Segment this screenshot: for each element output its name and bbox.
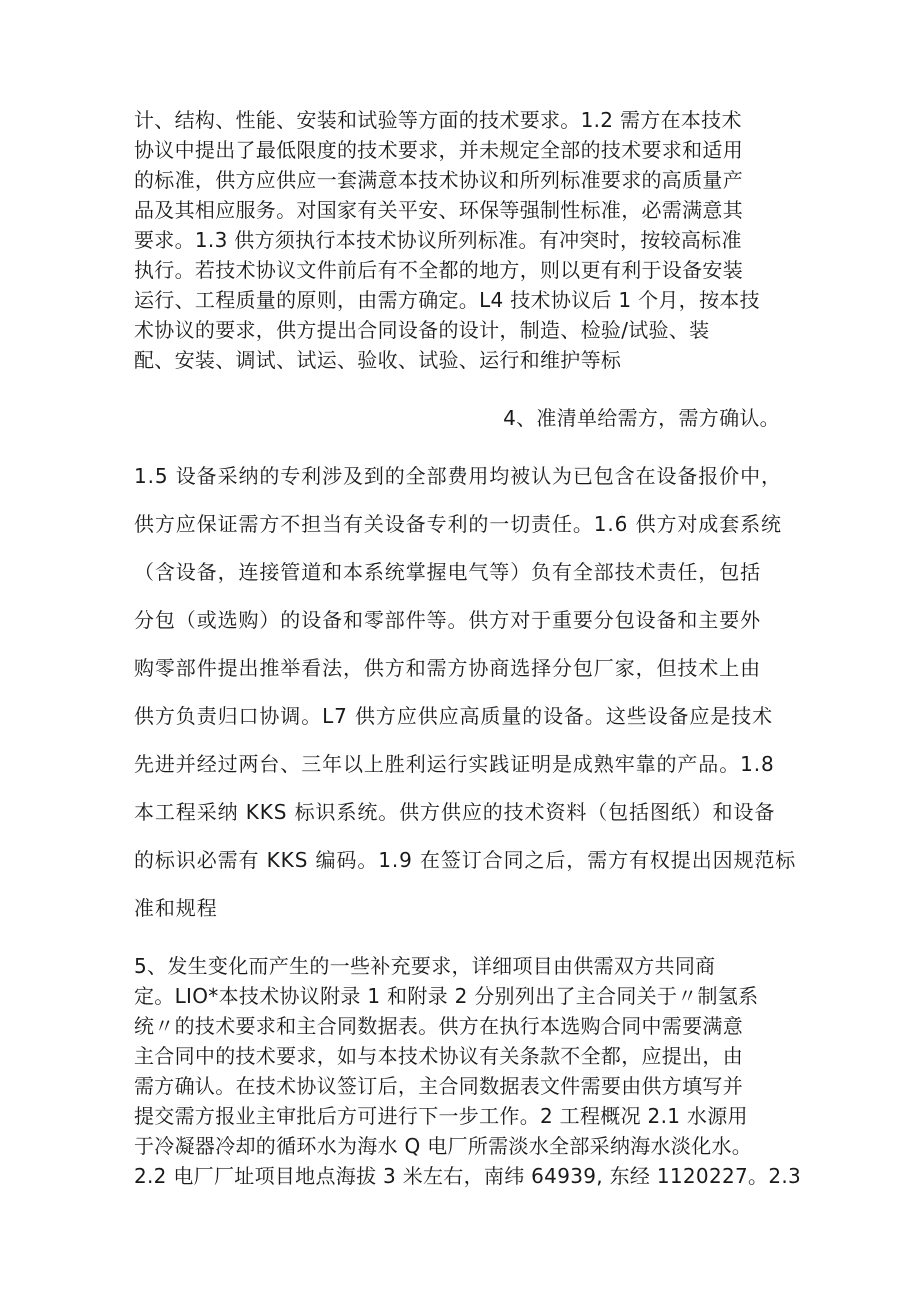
text-line: 术协议的要求，供方提出合同设备的设计，制造、检验/试验、装 bbox=[134, 318, 710, 342]
text-line: 供方负责归口协调。L7 供方应供应高质量的设备。这些设备应是技术 bbox=[134, 704, 774, 728]
text-line: 准和规程 bbox=[134, 896, 218, 920]
text-line: （含设备，连接管道和本系统掌握电气等）负有全部技术责任，包括 bbox=[134, 560, 761, 584]
text-line: 执行。若技术协议文件前后有不全都的地方，则以更有利于设备安装 bbox=[134, 258, 743, 282]
text-line: 1.5 设备采纳的专利涉及到的全部费用均被认为已包含在设备报价中， bbox=[134, 464, 782, 488]
right-aligned-line: 4、准清单给需方，需方确认。 bbox=[503, 406, 780, 430]
text-line: 于冷凝器冷却的循环水为海水 Q 电厂所需淡水全部采纳海水淡化水。 bbox=[134, 1134, 753, 1158]
text-line: 分包（或选购）的设备和零部件等。供方对于重要分包设备和主要外 bbox=[134, 608, 761, 632]
text-line: 协议中提出了最低限度的技术要求，并未规定全部的技术要求和适用 bbox=[134, 138, 743, 162]
text-line: 5、发生变化而产生的一些补充要求，详细项目由供需双方共同商 bbox=[134, 954, 716, 978]
text-line: 要求。1.3 供方须执行本技术协议所列标准。有冲突时，按较高标准 bbox=[134, 228, 742, 252]
text-line: 供方应保证需方不担当有关设备专利的一切责任。1.6 供方对成套系统 bbox=[134, 512, 782, 536]
text-line: 先进并经过两台、三年以上胜利运行实践证明是成熟牢靠的产品。1.8 bbox=[134, 752, 775, 776]
text-line: 的标识必需有 KKS 编码。1.9 在签订合同之后，需方有权提出因规范标 bbox=[134, 848, 797, 872]
text-line: 定。LIO*本技术协议附录 1 和附录 2 分别列出了主合同关于〃制氢系 bbox=[134, 984, 759, 1008]
text-line: 计、结构、性能、安装和试验等方面的技术要求。1.2 需方在本技术 bbox=[134, 108, 742, 132]
text-line: 需方确认。在技术协议签订后，主合同数据表文件需要由供方填写并 bbox=[134, 1074, 743, 1098]
text-line: 统〃的技术要求和主合同数据表。供方在执行本选购合同中需要满意 bbox=[134, 1014, 743, 1038]
text-line: 本工程采纳 KKS 标识系统。供方供应的技术资料（包括图纸）和设备 bbox=[134, 800, 776, 824]
text-line: 2.2 电厂厂址项目地点海拔 3 米左右，南纬 64939, 东经 1120227。2.3 bbox=[134, 1164, 802, 1188]
text-line: 运行、工程质量的原则，由需方确定。L4 技术协议后 1 个月，按本技 bbox=[134, 288, 760, 312]
text-line: 的标准，供方应供应一套满意本技术协议和所列标准要求的高质量产 bbox=[134, 168, 743, 192]
text-line: 主合同中的技术要求，如与本技术协议有关条款不全都，应提出，由 bbox=[134, 1044, 743, 1068]
text-line: 品及其相应服务。对国家有关平安、环保等强制性标准，必需满意其 bbox=[134, 198, 743, 222]
text-line: 配、安装、调试、试运、验收、试验、运行和维护等标 bbox=[134, 348, 622, 372]
text-line: 提交需方报业主审批后方可进行下一步工作。2 工程概况 2.1 水源用 bbox=[134, 1104, 748, 1128]
text-line: 购零部件提出推举看法，供方和需方协商选择分包厂家，但技术上由 bbox=[134, 656, 761, 680]
